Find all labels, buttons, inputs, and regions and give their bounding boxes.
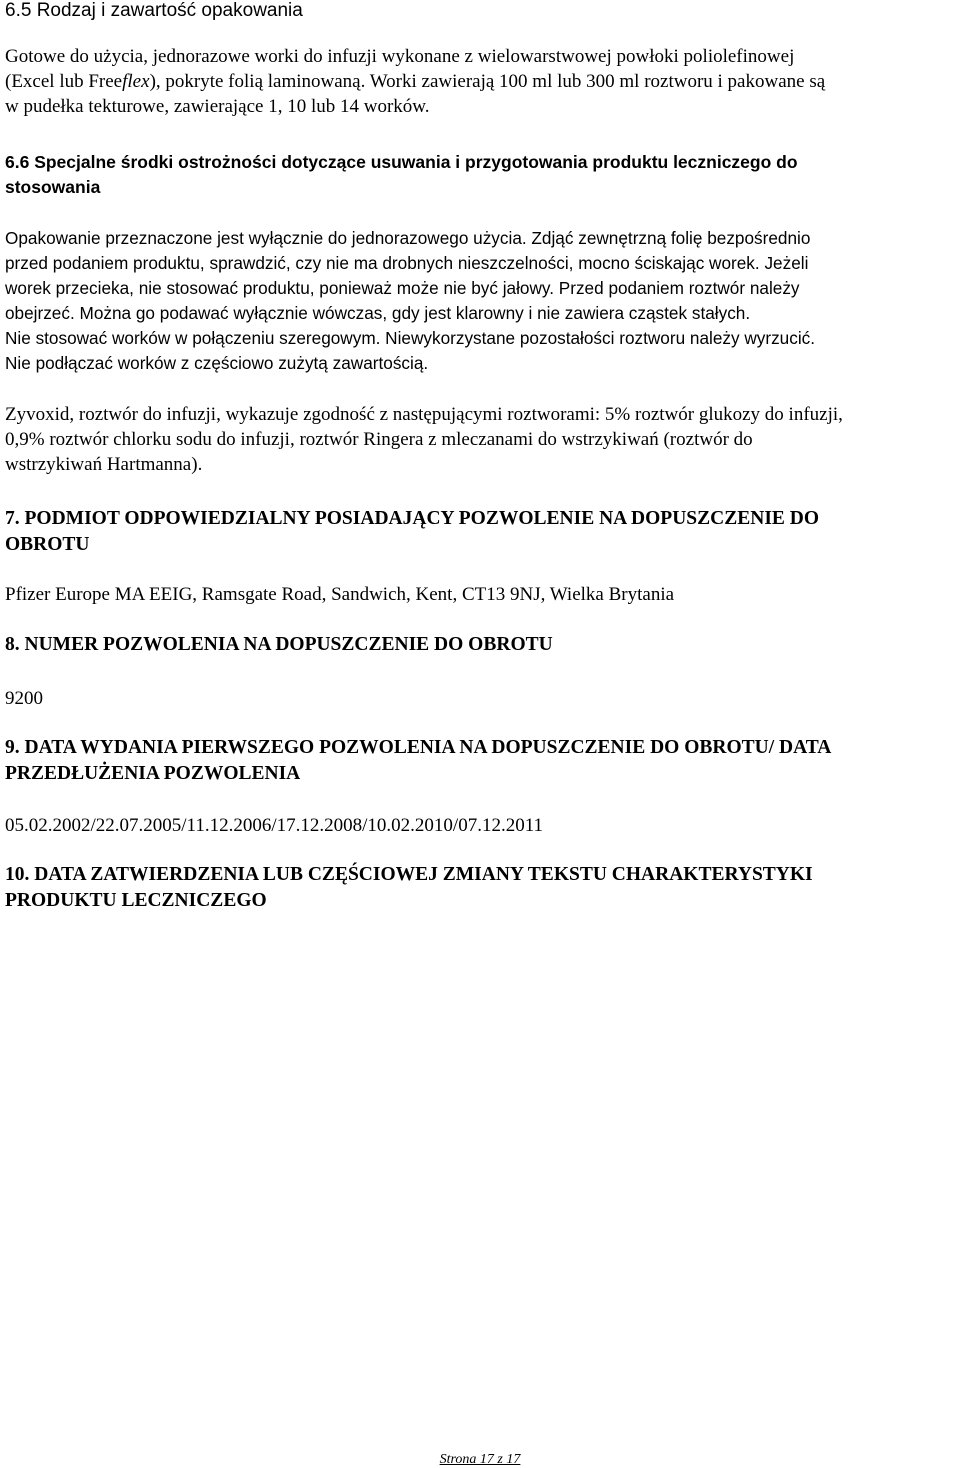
section-6-6-heading: 6.6 Specjalne środki ostrożności dotyczące usuwania i przygotowania produktu leczniczego do stosowania <box>5 152 798 197</box>
paragraph-line: przed podaniem produktu, sprawdzić, czy nie ma drobnych nieszczelności, mocno ściskając worek. Jeżeli <box>5 253 809 273</box>
section-10-heading: 10. DATA ZATWIERDZENIA LUB CZĘŚCIOWEJ ZMIANY TEKSTU CHARAKTERYSTYKI PRODUKTU LECZNICZEGO <box>5 864 813 911</box>
section-6-5-body <box>5 44 825 119</box>
paragraph-line: Nie podłączać worków z częściowo zużytą zawartością. <box>5 353 429 373</box>
paragraph-line: obejrzeć. Można go podawać wyłącznie wówczas, gdy jest klarowny i nie zawiera cząstek stałych. <box>5 303 751 323</box>
paragraph-line: Zyvoxid, roztwór do infuzji, wykazuje zgodność z następującymi roztworami: 5% roztwór glukozy do infuzji, <box>5 404 843 425</box>
paragraph-line: worek przecieka, nie stosować produktu, ponieważ może nie być jałowy. Przed podaniem roztwór należy <box>5 278 800 298</box>
authorisation-dates: 05.02.2002/22.07.2005/11.12.2006/17.12.2008/10.02.2010/07.12.2011 <box>5 815 543 836</box>
authorisation-number: 9200 <box>5 688 43 709</box>
paragraph-line: (Excel lub Freeflex), pokryte folią laminowaną. Worki zawierają 100 ml lub 300 ml roztworu i pakowane są <box>5 71 826 92</box>
section-9-heading: 9. DATA WYDANIA PIERWSZEGO POZWOLENIA NA DOPUSZCZENIE DO OBROTU/ DATA PRZEDŁUŻENIA POZWOLENIA <box>5 737 832 784</box>
flex-italic-word: flex <box>122 71 150 92</box>
page-number: Strona 17 z 17 <box>439 1452 521 1467</box>
section-6-6-paragraph-2 <box>5 402 843 477</box>
section-6-6-paragraph-1 <box>5 226 815 376</box>
section-7-heading: 7. PODMIOT ODPOWIEDZIALNY POSIADAJĄCY POZWOLENIE NA DOPUSZCZENIE DO OBROTU <box>5 508 820 555</box>
paragraph-line: Nie stosować worków w połączeniu szeregowym. Niewykorzystane pozostałości roztworu należy wyrzucić. <box>5 328 816 348</box>
section-6-5-heading: 6.5 Rodzaj i zawartość opakowania <box>5 0 303 21</box>
paragraph-line: wstrzykiwań Hartmanna). <box>5 454 203 475</box>
paragraph-line: Opakowanie przeznaczone jest wyłącznie do jednorazowego użycia. Zdjąć zewnętrzną folię bezpośrednio <box>5 228 811 248</box>
section-8-heading: 8. NUMER POZWOLENIA NA DOPUSZCZENIE DO OBROTU <box>5 634 553 655</box>
marketing-authorisation-holder: Pfizer Europe MA EEIG, Ramsgate Road, Sandwich, Kent, CT13 9NJ, Wielka Brytania <box>5 584 675 605</box>
paragraph-line: Gotowe do użycia, jednorazowe worki do infuzji wykonane z wielowarstwowej powłoki poliolefinowej <box>5 46 795 67</box>
paragraph-line: w pudełka tekturowe, zawierające 1, 10 lub 14 worków. <box>5 96 430 117</box>
paragraph-line: 0,9% roztwór chlorku sodu do infuzji, roztwór Ringera z mleczanami do wstrzykiwań (roztwór do <box>5 429 753 450</box>
